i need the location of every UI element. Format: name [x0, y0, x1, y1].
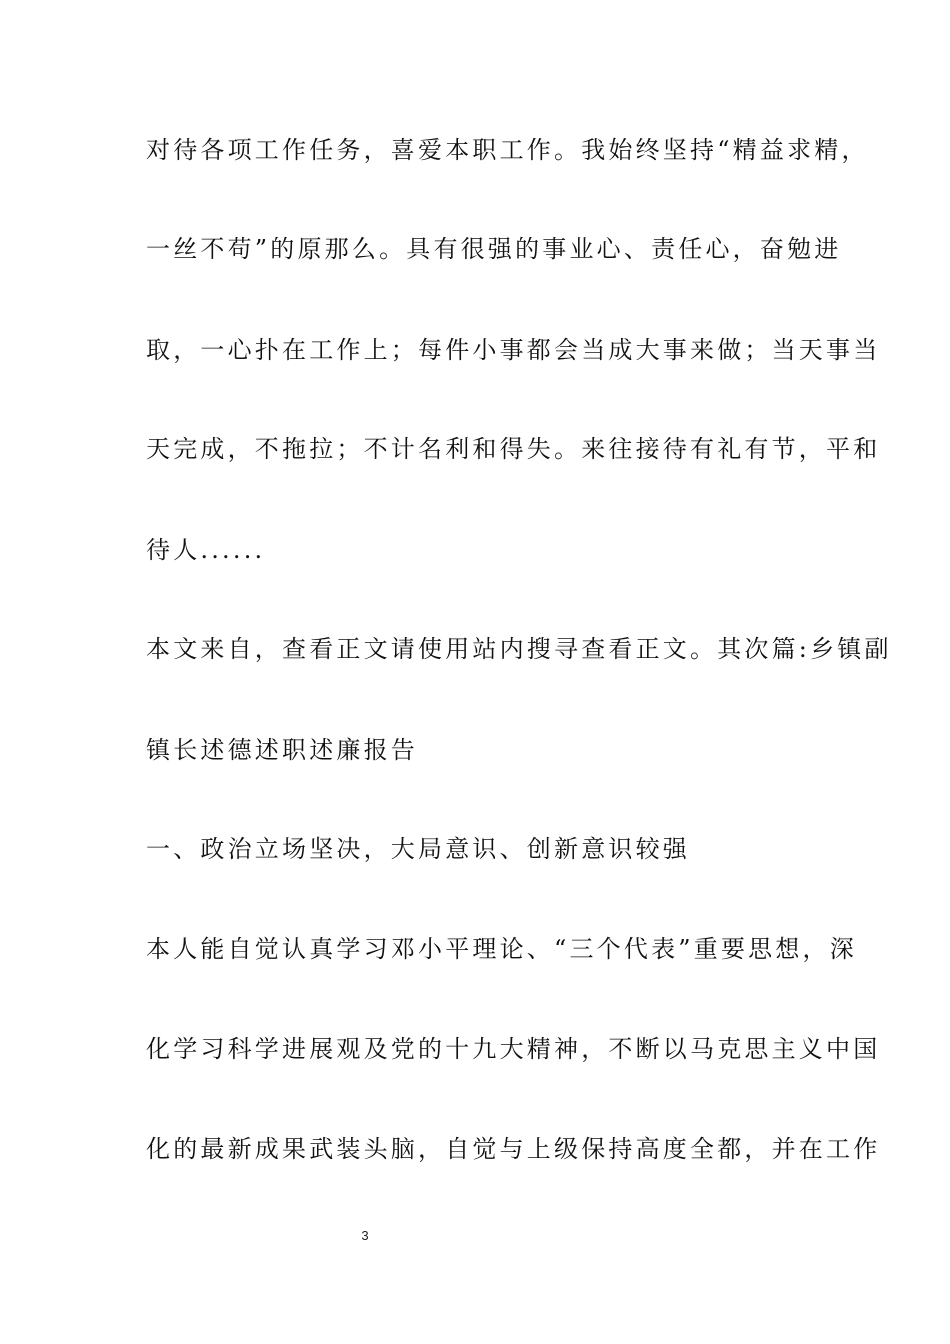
- body-text-line: 化学习科学进展观及党的十九大精神，不断以马克思主义中国: [146, 1035, 881, 1063]
- body-text-line: 本人能自觉认真学习邓小平理论、“三个代表”重要思想，深: [146, 935, 857, 963]
- body-text-line: 一丝不苟”的原那么。具有很强的事业心、责任心，奋勉进: [146, 235, 842, 263]
- body-text-line: 化的最新成果武装头脑，自觉与上级保持高度全都，并在工作: [146, 1135, 881, 1163]
- body-text-line: 对待各项工作任务，喜爱本职工作。我始终坚持“精益求精，: [146, 136, 869, 164]
- body-text-line: 待人......: [146, 536, 266, 564]
- section-heading: 一、政治立场坚决，大局意识、创新意识较强: [146, 835, 690, 863]
- body-text-line: 取，一心扑在工作上；每件小事都会当成大事来做；当天事当: [146, 336, 881, 364]
- page-number: 3: [361, 1228, 369, 1243]
- section-title-line: 镇长述德述职述廉报告: [146, 736, 418, 764]
- body-text-line: 天完成，不拖拉；不计名利和得失。来往接待有礼有节，平和: [146, 435, 881, 463]
- body-text-line: 本文来自，查看正文请使用站内搜寻查看正文。其次篇:乡镇副: [146, 635, 892, 663]
